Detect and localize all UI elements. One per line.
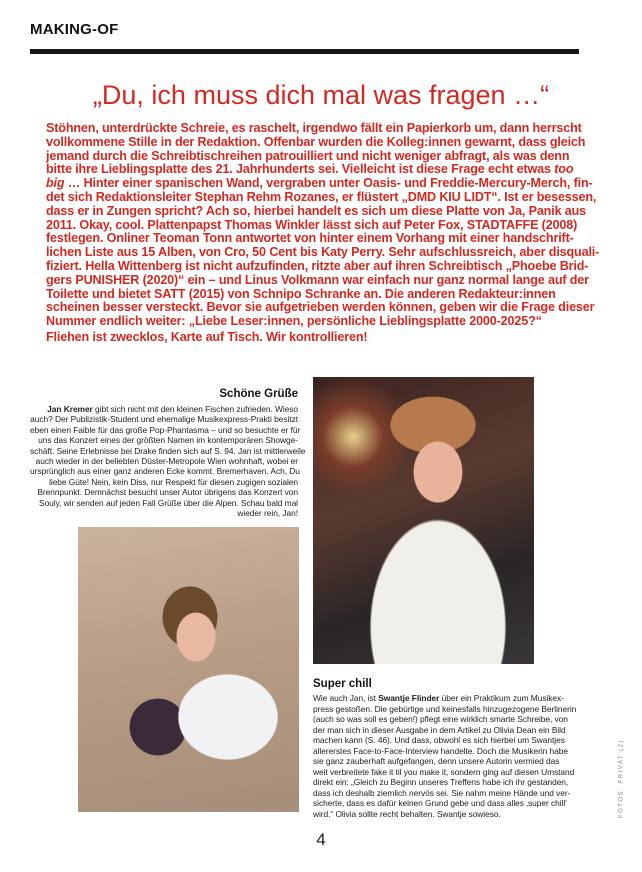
text-line: eben einen Faible für das große Pop-Phantasma – und so besuchte er für (30, 424, 301, 435)
text-line: der man sich in dieser Ausgabe in dem Artikel zu Olivia Dean ein Bild (313, 724, 566, 735)
text-line: weit verbreitete fake it til you make it, sondern ging auf diesen Umstand (313, 766, 575, 777)
text-line: direkt ein: „Gleich zu Beginn unseres Treffens habe ich ihr gestanden, (313, 777, 569, 787)
photo-jan-kremer (313, 377, 534, 664)
caption-heading-left: Schöne Grüße (219, 388, 298, 400)
text-line: gers PUNISHER (2020)“ ein – und Linus Volkmann war einfach nur ganz normal lange auf der (46, 272, 589, 287)
header-rule (30, 49, 579, 54)
text-line: vollkommene Stille in der Redaktion. Offenbar wurden die Kolleg:innen gewarnt, dass gleich (46, 134, 586, 149)
text-line: auch? Der Publizistik-Student und ehemalige Musikexpress-Prakti besitzt (30, 414, 298, 425)
text-line: Souly, wir senden auf jeden Fall Grüße über die Alpen. Schau bald mal (39, 497, 298, 508)
text-line: allererstes Face-to-Face-Interview handelte. Doch die Musikerin habe (313, 745, 568, 756)
text-line: wieder rein, Jan! (237, 508, 298, 519)
lead-text (46, 122, 606, 345)
text-segment: Wie auch Jan, ist (313, 693, 379, 703)
text-line: sie ganz zauberhaft aufgefangen, denn unsere Autorin vermied das (313, 756, 560, 766)
lead-paragraph (46, 122, 606, 329)
text-line (30, 404, 298, 414)
text-line: fiziert. Hella Wittenberg ist nicht aufzufinden, ritzte aber auf ihren Schreibtisch „Phoebe Brid- (46, 258, 589, 273)
photo-swantje-flinder (78, 527, 299, 812)
italic-text: big (46, 176, 65, 191)
section-label: MAKING-OF (30, 21, 119, 38)
italic-text: too (554, 162, 574, 177)
text-line (46, 177, 606, 191)
text-line: auch wieder in der beliebten Düster-Metropole Wien wohnhaft, wobei er (35, 456, 298, 467)
bold-name: Swantje Flinder (378, 693, 440, 703)
text-line: (auch so was soll es geben!) pflegt eine wirklich smarte Schreibe, von (313, 714, 568, 724)
photo-credit: FOTOS: PRIVAT (2) (618, 738, 625, 819)
text-line: Stöhnen, unterdrückte Schreie, es raschelt, irgendwo fällt ein Papierkorb um, dann herrscht (46, 121, 582, 135)
caption-right-text (313, 693, 613, 819)
text-line: dass er in Zungen spricht? Ach so, hierbei handelt es sich um diese Platte von Ja, Panik aus (46, 203, 587, 218)
text-line: 2011. Okay, cool. Plattenpapst Thomas Winkler lässt sich auf Peter Fox, STADTAFFE (2008) (46, 217, 578, 232)
lead-closing: Fliehen ist zwecklos, Karte auf Tisch. Wir kontrollieren! (46, 329, 368, 344)
text-segment: … Hinter einer spanischen Wand, vergraben unter Oasis- und Freddie-Mercury-Merch, fin- (64, 176, 593, 191)
text-line: ursprünglich aus einer ganz anderen Ecke kommt. Bremerhaven. Ach, Du (30, 466, 300, 477)
text-line: det sich Redaktionsleiter Stephan Rehm Rozanes, er flüstert „DMD KIU LIDT“. Ist er besessen, (46, 189, 597, 204)
text-segment: gibt sich nicht mit den kleinen Fischen zufrieden. Wieso (92, 404, 298, 414)
caption-left-text (30, 404, 306, 519)
text-line: sicherte, dass es dafür keinen Grund gebe und dass alles ‚super chill‘ (313, 798, 567, 808)
text-segment: über ein Praktikum zum Musikex- (439, 693, 564, 703)
text-line: dass ich deshalb ziemlich nervös sei. Sie nahm meine Hände und ver- (313, 787, 571, 798)
text-line: press gestoßen. Die gebürtige und keinesfalls hinzugezogene Berlinerin (313, 703, 577, 714)
text-line: Nummer endlich weiter: „Liebe Leser:innen, persönliche Lieblingsplatte 2000-2025?“ (46, 314, 542, 329)
bold-name: Jan Kremer (47, 404, 93, 414)
text-line: lichen Liste aus 15 Alben, von Cro, 50 Cent bis Katy Perry. Sehr aufschlussreich, aber disquali- (46, 245, 600, 260)
text-line: festlegen. Onliner Teoman Tonn antwortet von hinter einem Vorhang mit einer handschrift- (46, 231, 574, 246)
page-number: 4 (316, 830, 326, 849)
text-line (46, 163, 606, 177)
text-line: schäft. Seine Erlebnisse bei Drake finden sich auf S. 94. Jan ist mittlerweile (30, 445, 306, 456)
text-line: machen kann (S. 46). Und dass, obwohl es sich hierbei um Swantjes (313, 735, 565, 745)
caption-heading-right: Super chill (313, 678, 372, 690)
text-segment: bitte ihre Lieblingsplatte des 21. Jahrhunderts sei. Vielleicht ist diese Frage echt etwas (46, 162, 555, 177)
text-line (313, 693, 613, 704)
text-line: jemand durch die Schreibtischreihen patrouilliert und nicht weniger abfragt, als was denn (46, 148, 570, 163)
text-line: wird.“ Olivia sollte recht behalten. Swantje sowieso. (313, 808, 501, 819)
text-line: scheinen besser versteckt. Bevor sie aufgetrieben werden können, geben wir die Frage dieser (46, 300, 595, 315)
text-line: uns das Konzert eines der größten Namen im kontemporären Showge- (38, 435, 298, 446)
text-line: Brennpunkt. Demnächst besucht unser Autor übrigens das Konzert von (37, 487, 298, 498)
text-line: Toilette und bietet SATT (2015) von Schnipo Schranke an. Die anderen Redakteur:innen (46, 286, 556, 301)
text-line: liebe Güte! Nein, kein Diss, nur Respekt für diesen zugigen sozialen (49, 476, 298, 487)
article-title: „Du, ich muss dich mal was fragen …“ (92, 80, 550, 110)
